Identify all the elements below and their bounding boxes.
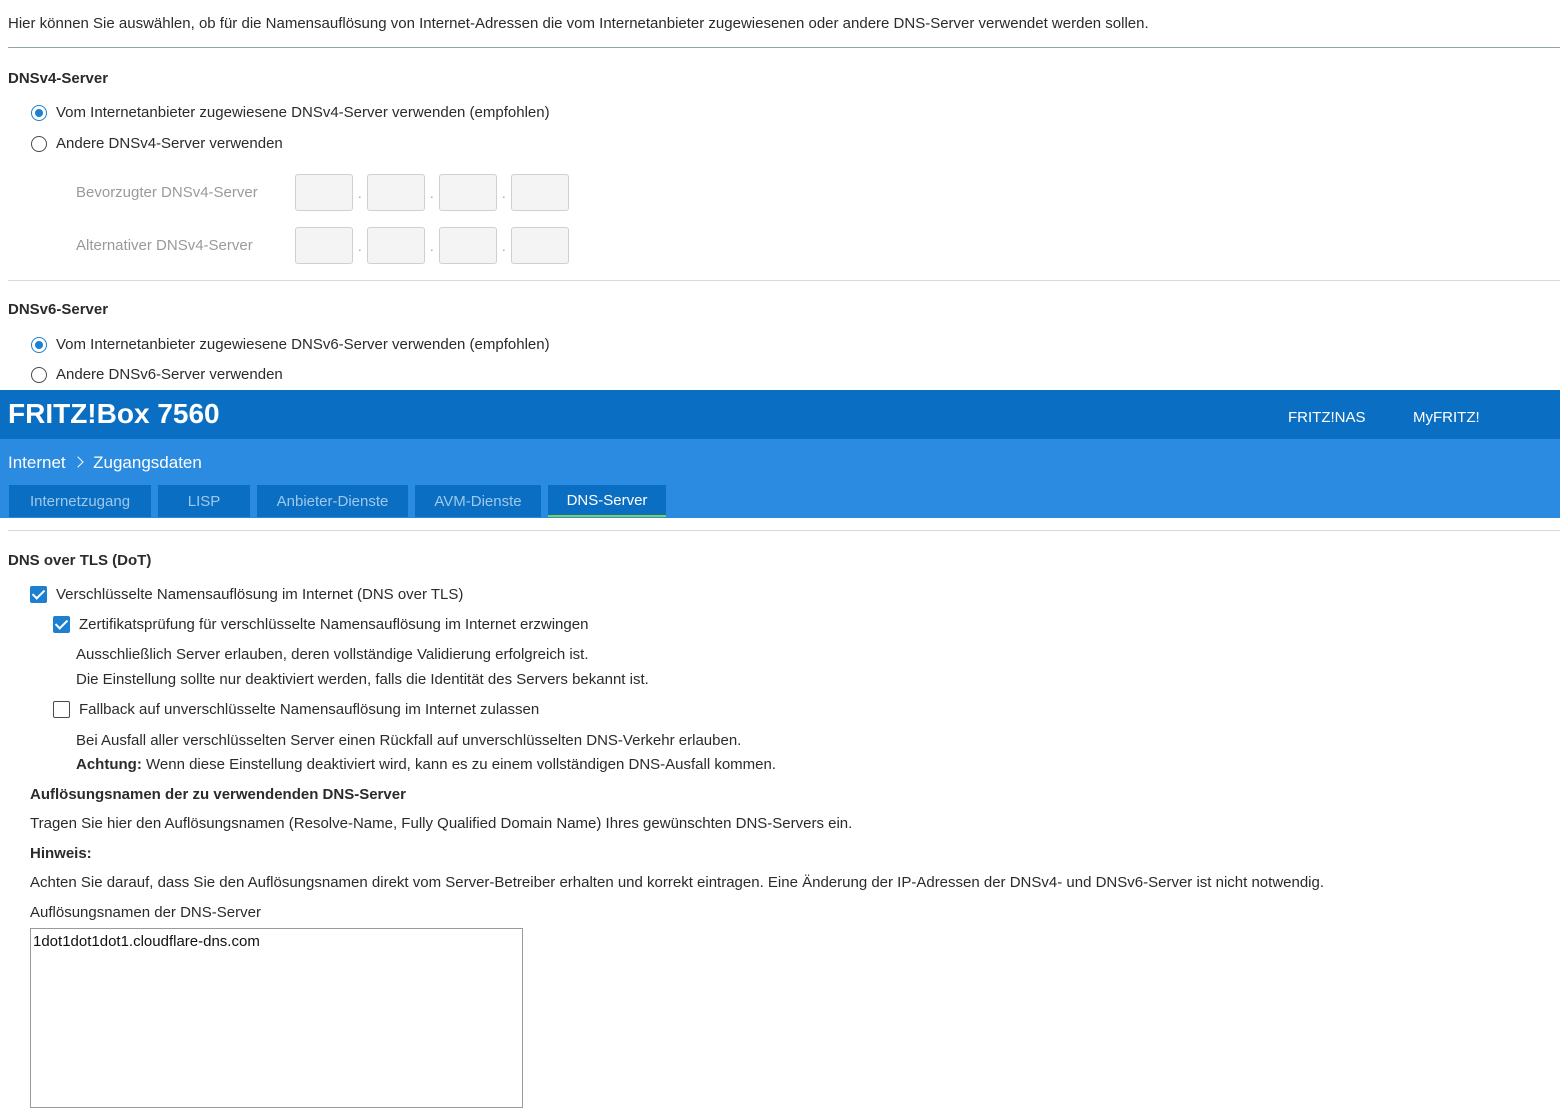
resolve-names-textarea[interactable]: 1dot1dot1dot1.cloudflare-dns.com [30,928,523,1108]
ip-separator: . [358,186,362,201]
intro-text: Hier können Sie auswählen, ob für die Namensauflösung von Internet-Adressen die vom Internetanbieter zugewiesenen oder andere DNS-Server verwendet werden sollen. [8,15,1149,32]
ip-separator: . [358,239,362,254]
dot-cert-label[interactable]: Zertifikatsprüfung für verschlüsselte Namensauflösung im Internet erzwingen [79,616,589,633]
preferred-dnsv4-octet-2[interactable] [367,174,425,211]
dot-encrypted-label[interactable]: Verschlüsselte Namensauflösung im Internet (DNS over TLS) [56,586,464,603]
dnsv4-section-title: DNSv4-Server [8,70,109,87]
breadcrumb-current: Zugangsdaten [93,453,202,472]
dot-fallback-label[interactable]: Fallback auf unverschlüsselte Namensauflösung im Internet zulassen [79,701,540,718]
divider [8,47,1560,48]
ip-separator: . [502,239,506,254]
fallback-warning-text: Wenn diese Einstellung deaktiviert wird, kann es zu einem vollständigen DNS-Ausfall kommen. [141,756,777,773]
preferred-dnsv4-label: Bevorzugter DNSv4-Server [76,184,258,201]
alternate-dnsv4-label: Alternativer DNSv4-Server [76,237,253,254]
breadcrumb-parent[interactable]: Internet [8,453,66,472]
breadcrumb [8,453,202,473]
hint-heading: Hinweis: [30,845,92,862]
resolve-heading: Auflösungsnamen der zu verwendenden DNS-Server [30,786,406,803]
tab-dns-server[interactable]: DNS-Server [548,485,666,517]
dot-encrypted-checkbox[interactable] [30,586,47,603]
divider [8,530,1560,531]
preferred-dnsv4-octet-3[interactable] [439,174,497,211]
cert-description-2: Die Einstellung sollte nur deaktiviert werden, falls die Identität des Servers bekannt ist. [76,671,649,688]
ip-separator: . [430,186,434,201]
myfritz-link[interactable]: MyFRITZ! [1413,409,1480,426]
alternate-dnsv4-octet-1[interactable] [295,227,353,264]
dnsv6-other-radio[interactable] [31,367,47,383]
divider [8,280,1560,281]
resolve-description: Tragen Sie hier den Auflösungsnamen (Resolve-Name, Fully Qualified Domain Name) Ihres gewünschten DNS-Servers ein. [30,815,853,832]
dnsv6-provider-label[interactable]: Vom Internetanbieter zugewiesene DNSv6-Server verwenden (empfohlen) [56,336,550,353]
hint-text: Achten Sie darauf, dass Sie den Auflösungsnamen direkt vom Server-Betreiber erhalten und korrekt eintragen. Eine Änderung der IP-Adressen der DNSv4- und DNSv6-Server ist nicht notwendig. [30,874,1325,891]
tab-lisp[interactable]: LISP [158,485,250,517]
top-header [0,390,1560,439]
dnsv4-provider-radio[interactable] [31,105,47,121]
dnsv6-section-title: DNSv6-Server [8,301,109,318]
alternate-dnsv4-octet-2[interactable] [367,227,425,264]
dot-fallback-checkbox[interactable] [53,701,70,718]
ip-separator: . [430,239,434,254]
chevron-right-icon [73,456,84,467]
alternate-dnsv4-octet-3[interactable] [439,227,497,264]
cert-description-1: Ausschließlich Server erlauben, deren vollständige Validierung erfolgreich ist. [76,646,589,663]
tab-anbieter-dienste[interactable]: Anbieter-Dienste [257,485,408,517]
dot-section-title: DNS over TLS (DoT) [8,552,152,569]
dnsv4-other-radio[interactable] [31,136,47,152]
dnsv4-other-label[interactable]: Andere DNSv4-Server verwenden [56,135,283,152]
brand-title[interactable]: FRITZ!Box 7560 [8,398,220,429]
textarea-label: Auflösungsnamen der DNS-Server [30,904,261,921]
fritznas-link[interactable]: FRITZ!NAS [1288,409,1366,426]
fallback-warning [76,756,776,773]
fallback-description: Bei Ausfall aller verschlüsselten Server einen Rückfall auf unverschlüsselten DNS-Verkehr erlauben. [76,732,742,749]
dnsv4-provider-label[interactable]: Vom Internetanbieter zugewiesene DNSv4-Server verwenden (empfohlen) [56,104,550,121]
dnsv6-other-label[interactable]: Andere DNSv6-Server verwenden [56,366,283,383]
preferred-dnsv4-octet-1[interactable] [295,174,353,211]
alternate-dnsv4-octet-4[interactable] [511,227,569,264]
ip-separator: . [502,186,506,201]
dot-cert-checkbox[interactable] [53,616,70,633]
tab-internetzugang[interactable]: Internetzugang [9,485,151,517]
dnsv6-provider-radio[interactable] [31,337,47,353]
preferred-dnsv4-octet-4[interactable] [511,174,569,211]
sub-header [0,439,1560,518]
fallback-warning-prefix: Achtung: [76,756,142,773]
tab-avm-dienste[interactable]: AVM-Dienste [415,485,541,517]
